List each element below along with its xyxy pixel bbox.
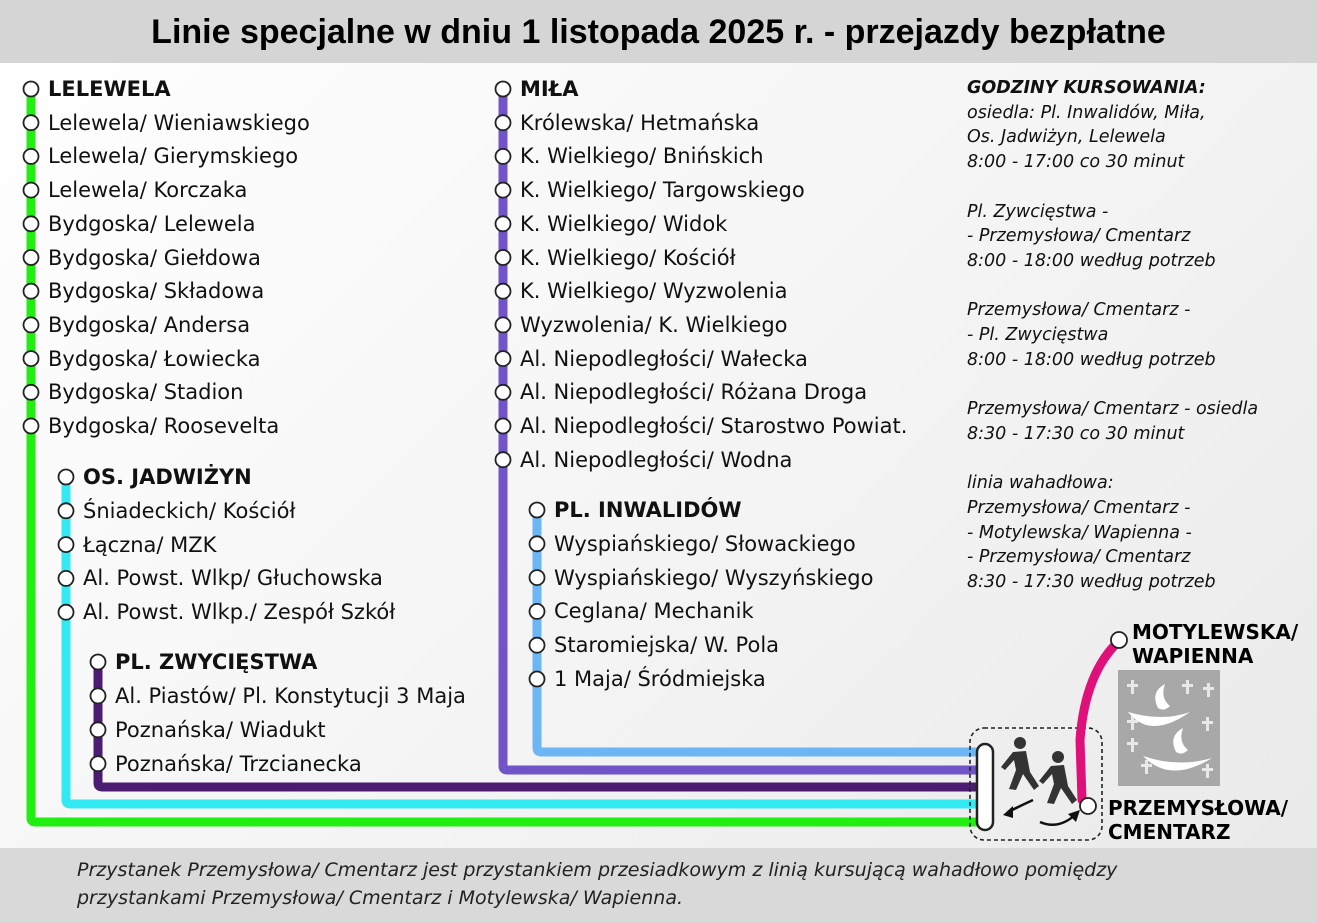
- stop-circle: [496, 452, 511, 467]
- stop-circle: [91, 655, 106, 670]
- stop-label: Al. Niepodległości/ Różana Droga: [520, 380, 868, 405]
- schedule-line: Pl. Zywcięstwa -: [967, 201, 1109, 222]
- stop-label: Bydgoska/ Stadion: [48, 380, 244, 405]
- stop-label: Bydgoska/ Lelewela: [48, 211, 256, 236]
- stop-label: Bydgoska/ Andersa: [48, 312, 251, 337]
- stop-label: Poznańska/ Wiadukt: [115, 717, 326, 742]
- schedule-line: 8:00 - 18:00 według potrzeb: [967, 349, 1216, 370]
- stop-circle: [24, 351, 39, 366]
- stop-circle: [530, 570, 545, 585]
- schedule-line: 8:00 - 17:00 co 30 minut: [967, 152, 1185, 173]
- stop-label: Łączna/ MZK: [83, 532, 217, 557]
- stop-circle-motylewska: [1111, 632, 1127, 648]
- stop-circle: [496, 419, 511, 434]
- stop-circle: [496, 317, 511, 332]
- page-title: Linie specjalne w dniu 1 listopada 2025 r. - przejazdy bezpłatne: [151, 13, 1166, 51]
- stop-circle: [91, 756, 106, 771]
- stop-label: Lelewela/ Gierymskiego: [48, 144, 299, 169]
- stop-label: K. Wielkiego/ Bnińskich: [520, 144, 764, 169]
- stop-circle: [24, 115, 39, 130]
- stop-circle: [24, 284, 39, 299]
- stop-label: Lelewela/ Wieniawskiego: [48, 110, 310, 135]
- stop-label: Wyspiańskiego/ Wyszyńskiego: [554, 565, 874, 590]
- stop-label: K. Wielkiego/ Kościół: [520, 245, 736, 270]
- stop-circle: [530, 638, 545, 653]
- stop-label: Al. Niepodległości/ Wodna: [520, 447, 793, 472]
- stop-label: Śniadeckich/ Kościół: [83, 498, 296, 523]
- stop-circle: [24, 317, 39, 332]
- stop-label: K. Wielkiego/ Targowskiego: [520, 178, 805, 203]
- stop-circle: [530, 672, 545, 687]
- stop-circle: [24, 183, 39, 198]
- stop-label: K. Wielkiego/ Wyzwolenia: [520, 279, 788, 304]
- stop-label: Al. Powst. Wlkp./ Zespół Szkół: [83, 600, 396, 625]
- schedule-line: - Przemysłowa/ Cmentarz: [967, 547, 1191, 568]
- pedestrians-icon: [1001, 737, 1077, 804]
- stop-circle: [496, 351, 511, 366]
- schedule-line: osiedla: Pl. Inwalidów, Miła,: [967, 102, 1206, 123]
- stop-circle: [59, 503, 74, 518]
- transfer-stop-marker: [977, 744, 993, 830]
- stop-label: Ceglana/ Mechanik: [554, 599, 754, 624]
- terminal-line: PRZEMYSŁOWA/: [1108, 796, 1289, 820]
- terminal-line: MOTYLEWSKA/: [1132, 620, 1299, 644]
- stop-circle: [24, 419, 39, 434]
- terminus-label: PL. ZWYCIĘSTWA: [115, 650, 318, 674]
- stop-label: Bydgoska/ Roosevelta: [48, 414, 280, 438]
- cemetery-icon: [1118, 670, 1220, 786]
- stop-circle: [59, 470, 74, 485]
- stop-circle: [496, 82, 511, 97]
- stop-label: Lelewela/ Korczaka: [48, 178, 248, 203]
- stop-circle: [24, 149, 39, 164]
- stop-circle: [496, 183, 511, 198]
- stop-label: Bydgoska/ Giełdowa: [48, 245, 261, 270]
- stop-circle: [91, 688, 106, 703]
- schedule-line: - Motylewska/ Wapienna -: [967, 522, 1192, 543]
- stop-label: Bydgoska/ Składowa: [48, 279, 265, 304]
- stop-circle: [496, 284, 511, 299]
- terminus-label: PL. INWALIDÓW: [554, 498, 742, 522]
- terminal-line: CMENTARZ: [1108, 820, 1231, 844]
- footer-note-line: przystankami Przemysłowa/ Cmentarz i Motylewska/ Wapienna.: [77, 887, 684, 909]
- terminus-label: OS. JADWIŻYN: [83, 465, 252, 489]
- stop-label: Poznańska/ Trzcianecka: [115, 751, 362, 776]
- footer-note: [0, 848, 1317, 923]
- stop-circle: [59, 571, 74, 586]
- stop-circle: [24, 250, 39, 265]
- schedule-line: Przemysłowa/ Cmentarz - osiedla: [967, 399, 1259, 420]
- footer-note-line: Przystanek Przemysłowa/ Cmentarz jest przystankiem przesiadkowym z linią kursującą wahadłowo pomiędzy: [77, 859, 1118, 881]
- stop-label: Al. Niepodległości/ Wałecka: [520, 346, 808, 371]
- schedule-line: linia wahadłowa:: [967, 473, 1114, 494]
- stop-circle: [59, 537, 74, 552]
- terminal-motylewska-label: [1132, 620, 1298, 668]
- stop-circle: [24, 82, 39, 97]
- stop-circle: [24, 216, 39, 231]
- terminus-label: MIŁA: [520, 77, 579, 101]
- terminus-label: LELEWELA: [48, 77, 171, 101]
- stop-label: Staromiejska/ W. Pola: [554, 633, 780, 658]
- stop-circle: [24, 385, 39, 400]
- schedule-line: Przemysłowa/ Cmentarz -: [967, 497, 1191, 518]
- schedule-line: Os. Jadwiżyn, Lelewela: [967, 127, 1166, 148]
- stop-circle: [496, 250, 511, 265]
- stop-label: Wyzwolenia/ K. Wielkiego: [520, 312, 788, 337]
- stop-label: 1 Maja/ Śródmiejska: [554, 667, 766, 691]
- stop-label: Al. Powst. Wlkp/ Głuchowska: [83, 566, 383, 591]
- stop-circle-przemyslowa: [1080, 798, 1096, 814]
- stop-circle: [530, 503, 545, 518]
- stop-circle: [530, 604, 545, 619]
- stop-circle: [91, 722, 106, 737]
- terminal-line: WAPIENNA: [1132, 644, 1254, 668]
- stop-label: Wyspiańskiego/ Słowackiego: [554, 531, 856, 556]
- stop-circle: [496, 149, 511, 164]
- schedule-line: Przemysłowa/ Cmentarz -: [967, 300, 1191, 321]
- stop-circle: [59, 605, 74, 620]
- stop-circle: [496, 216, 511, 231]
- stop-label: K. Wielkiego/ Widok: [520, 211, 728, 236]
- stop-label: Al. Piastów/ Pl. Konstytucji 3 Maja: [115, 683, 466, 708]
- schedule-heading: GODZINY KURSOWANIA:: [967, 78, 1206, 98]
- stop-circle: [496, 115, 511, 130]
- schedule-line: - Pl. Zwycięstwa: [967, 325, 1109, 345]
- schedule-line: 8:00 - 18:00 według potrzeb: [967, 250, 1216, 271]
- stop-circle: [530, 536, 545, 551]
- stop-label: Al. Niepodległości/ Starostwo Powiat.: [520, 414, 908, 438]
- stop-circle: [496, 385, 511, 400]
- terminal-przemyslowa-label: [1108, 796, 1288, 844]
- stop-label: Królewska/ Hetmańska: [520, 110, 760, 135]
- stop-label: Bydgoska/ Łowiecka: [48, 346, 261, 371]
- schedule-line: - Przemysłowa/ Cmentarz: [967, 226, 1191, 247]
- transfer-arrows-icon: [1008, 800, 1075, 825]
- schedule-line: 8:30 - 17:30 według potrzeb: [967, 572, 1216, 592]
- schedule-line: 8:30 - 17:30 co 30 minut: [967, 423, 1185, 444]
